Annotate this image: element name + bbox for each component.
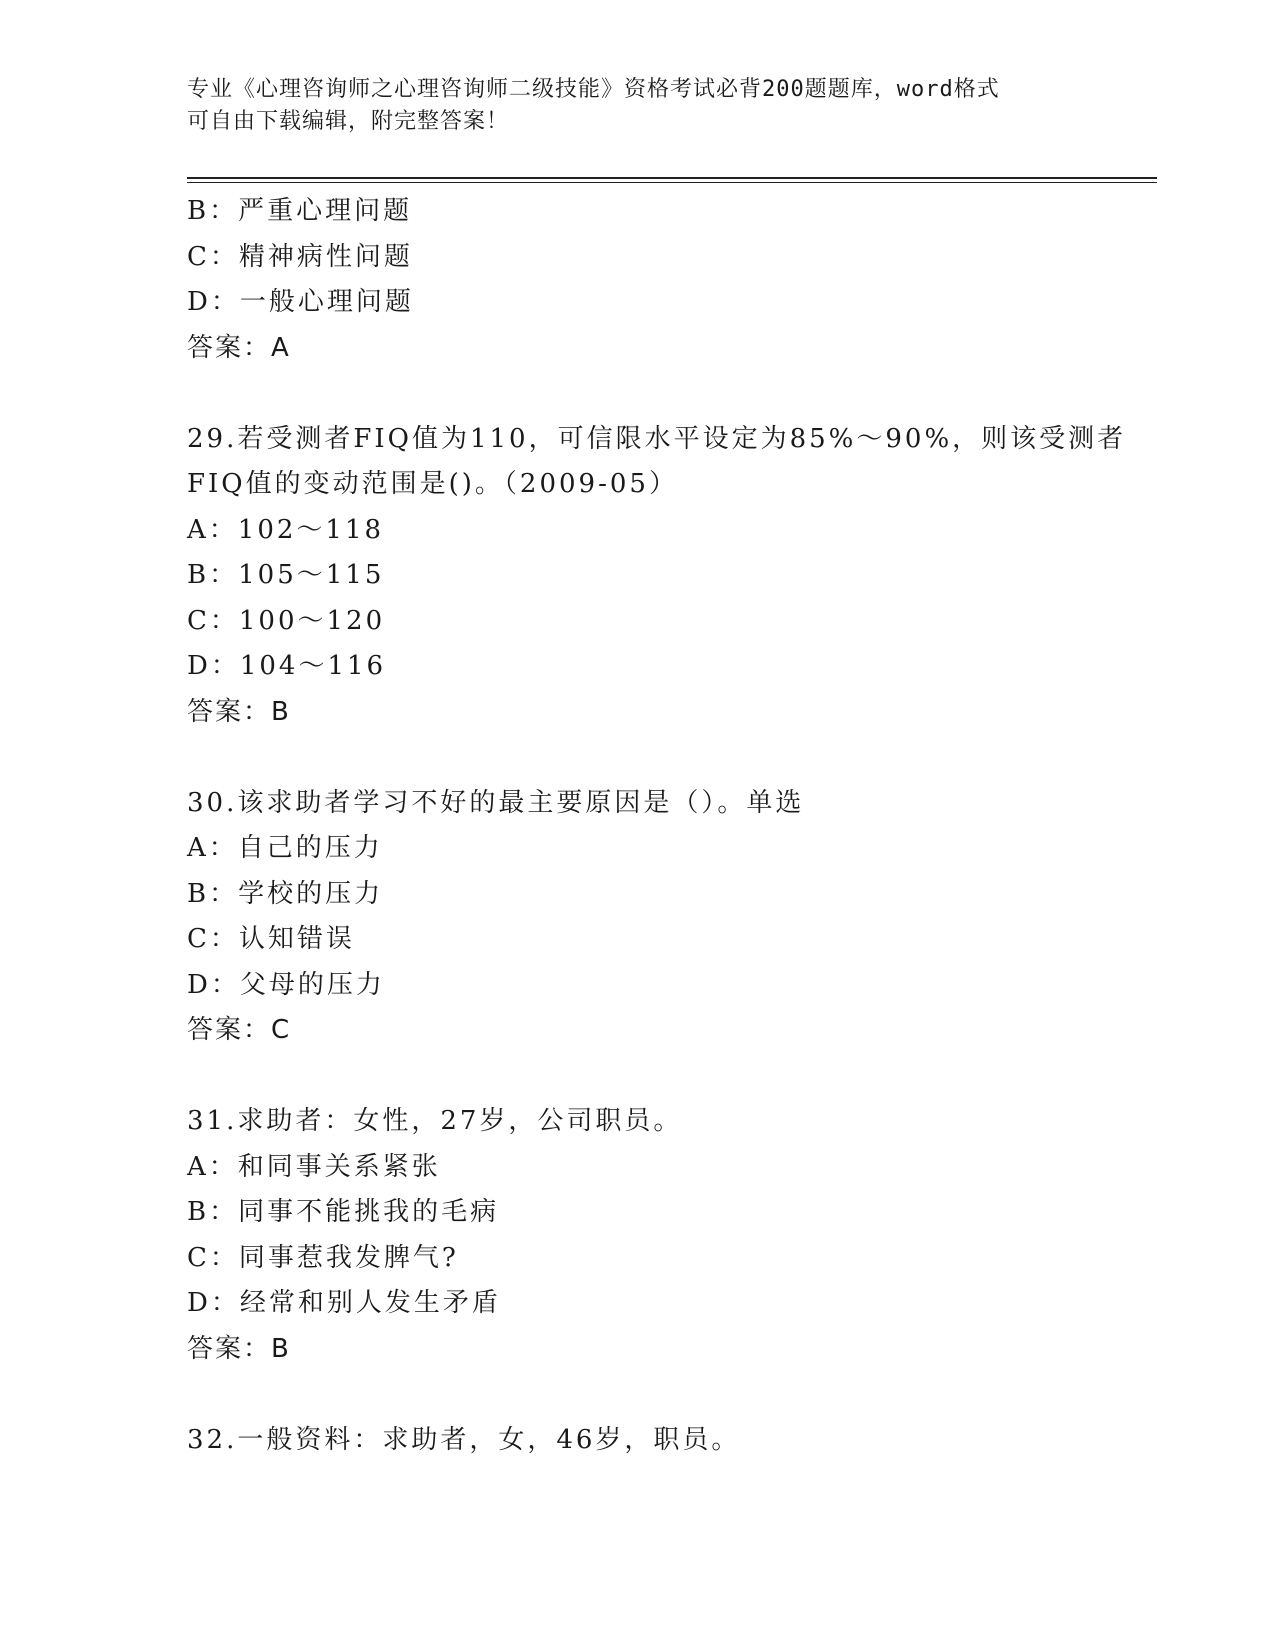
question-title: 29.若受测者FIQ值为110，可信限水平设定为85%～90%，则该受测者 (187, 423, 1127, 454)
option-c: C：精神病性问题 (187, 241, 413, 272)
spacer (187, 1054, 1147, 1100)
answer: 答案：B (187, 1333, 291, 1364)
question-title: 32.一般资料：求助者，女，46岁，职员。 (187, 1424, 741, 1455)
header-line-1: 专业《心理咨询师之心理咨询师二级技能》资格考试必背200题题库，word格式 (187, 77, 1000, 102)
option-c: C：100～120 (187, 605, 386, 636)
option-a: A：自己的压力 (187, 833, 383, 863)
header-line-2: 可自由下载编辑，附完整答案！ (187, 109, 510, 134)
question-list (187, 189, 1147, 1463)
question-28 (187, 189, 1147, 371)
option-b: B：同事不能挑我的毛病 (187, 1197, 500, 1227)
answer: 答案：C (187, 1015, 292, 1045)
option-d: D：一般心理问题 (187, 287, 414, 317)
header-divider-thick (187, 177, 1157, 179)
option-d: D：104～116 (187, 651, 387, 681)
answer: 答案：A (187, 332, 291, 363)
spacer (187, 371, 1147, 417)
option-c: C：认知错误 (187, 924, 355, 954)
question-29 (187, 417, 1147, 736)
question-30 (187, 781, 1147, 1054)
option-b: B：学校的压力 (187, 878, 384, 909)
option-a: A：102～118 (187, 514, 385, 545)
option-d: D：父母的压力 (187, 969, 385, 1000)
question-32 (187, 1418, 1147, 1464)
option-c: C：同事惹我发脾气? (187, 1242, 459, 1273)
spacer (187, 735, 1147, 781)
option-a: A：和同事关系紧张 (187, 1151, 441, 1182)
option-b: B：105～115 (187, 560, 385, 590)
question-31 (187, 1099, 1147, 1372)
question-title: 31.求助者：女性，27岁，公司职员。 (187, 1106, 683, 1136)
question-title-continued: FIQ值的变动范围是()。（2009-05） (187, 469, 678, 499)
question-title: 30.该求助者学习不好的最主要原因是（）。单选 (187, 787, 805, 818)
spacer (187, 1372, 1147, 1418)
option-b: B：严重心理问题 (187, 196, 413, 226)
document-header (187, 74, 1087, 138)
header-divider-thin (187, 182, 1157, 183)
answer: 答案：B (187, 696, 291, 727)
option-d: D：经常和别人发生矛盾 (187, 1288, 501, 1318)
